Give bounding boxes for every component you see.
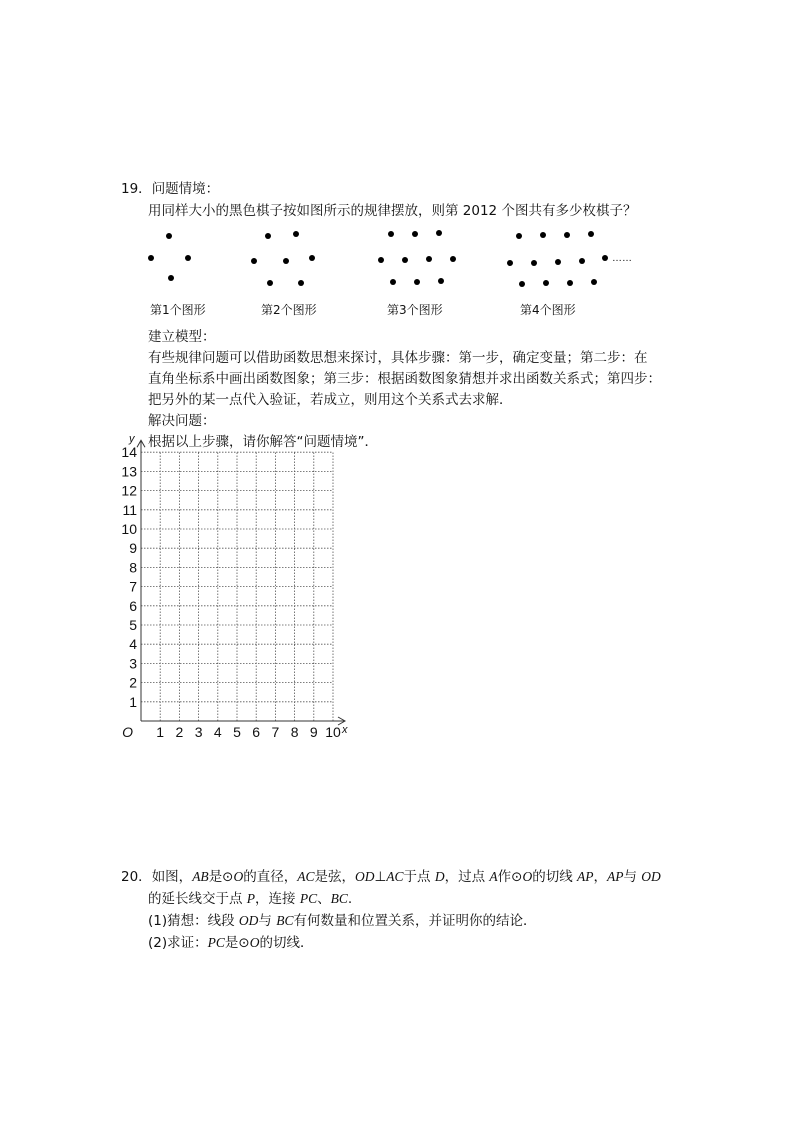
q19-heading: 问题情境： (151, 181, 220, 197)
figure-ellipsis: …… (612, 253, 632, 264)
fig2-dot (251, 258, 257, 264)
fig4-dot (516, 233, 522, 239)
x-tick-label: 8 (290, 724, 299, 740)
y-tick-label: 2 (129, 674, 137, 691)
fig1-dot (166, 233, 172, 239)
fig4-dot (588, 231, 594, 237)
fig2-dot (267, 280, 273, 286)
x-tick-label: 5 (233, 724, 241, 740)
dot-pattern-figures (140, 222, 660, 296)
q20-part-1: (1)猜想：线段 OD与 BC有何数量和位置关系，并证明你的结论． (148, 913, 537, 929)
fig3-dot (438, 278, 444, 284)
x-tick-label: 4 (213, 724, 222, 740)
fig3-dot (436, 230, 442, 236)
y-tick-label: 11 (122, 501, 137, 518)
y-tick-label: 4 (129, 636, 137, 653)
x-tick-label: 3 (194, 724, 203, 740)
fig4-dot (564, 232, 570, 238)
fig3-dot (412, 231, 418, 237)
x-tick-label: 10 (325, 724, 341, 740)
model-line-1: 有些规律问题可以借助函数思想来探讨，具体步骤：第一步，确定变量；第二步：在 (148, 350, 648, 366)
fig3-dot (402, 257, 408, 263)
fig4-dot (519, 281, 525, 287)
fig3-dot (378, 257, 384, 263)
fig4-dot (531, 260, 537, 266)
fig4-dot (579, 258, 585, 264)
q19-header (121, 179, 219, 199)
fig3-dot (390, 279, 396, 285)
y-tick-label: 8 (129, 559, 137, 576)
q20-number: 20． (121, 869, 152, 885)
fig2-dot (309, 255, 315, 261)
x-tick-label: 7 (271, 724, 280, 740)
figure-3-label: 第3个图形 (387, 303, 443, 317)
figure-4-label: 第4个图形 (520, 303, 576, 317)
y-tick-label: 5 (129, 617, 137, 633)
y-tick-label: 12 (121, 482, 137, 499)
x-tick-label: 9 (309, 724, 318, 740)
model-heading: 建立模型： (148, 329, 216, 345)
x-tick-label: 1 (156, 724, 165, 740)
fig4-dot (602, 255, 608, 261)
q20-line-1: 20．如图，AB是⊙O的直径，AC是弦，OD⊥AC于点 D，过点 A作⊙O的切线 AP，AP与 OD (121, 869, 661, 885)
q20-line-2: 的延长线交于点 P，连接 PC、BC. (148, 891, 353, 907)
fig3-dot (426, 256, 432, 262)
fig4-dot (555, 259, 561, 265)
fig4-dot (567, 280, 573, 286)
fig4-dot (591, 279, 597, 285)
origin-label: O (122, 724, 133, 740)
fig1-dot (148, 255, 154, 261)
figure-2-label: 第2个图形 (261, 303, 317, 317)
fig4-dot (540, 232, 546, 238)
y-tick-label: 6 (129, 597, 137, 614)
solve-heading: 解决问题： (148, 413, 216, 429)
fig3-dot (388, 231, 394, 237)
fig1-dot (168, 275, 174, 281)
fig4-dot (543, 280, 549, 286)
fig2-dot (298, 280, 304, 286)
fig1-dot (185, 255, 191, 261)
model-line-3: 把另外的某一点代入验证，若成立，则用这个关系式去求解． (148, 392, 513, 408)
fig3-dot (450, 256, 456, 262)
x-axis-label: x (342, 724, 348, 736)
y-tick-label: 7 (129, 578, 137, 595)
fig2-dot (265, 233, 271, 239)
q19-number: 19． (121, 181, 152, 197)
figure-1-label: 第1个图形 (150, 303, 206, 317)
solve-text: 根据以上步骤，请你解答“问题情境”． (148, 434, 378, 450)
grid-lines (141, 452, 333, 721)
q19-problem: 用同样大小的黑色棋子按如图所示的规律摆放，则第 2012 个图共有多少枚棋子？ (148, 203, 637, 219)
y-tick-label: 9 (129, 540, 137, 557)
fig2-dot (283, 258, 289, 264)
fig2-dot (293, 231, 299, 237)
y-tick-label: 13 (121, 463, 137, 480)
y-tick-label: 10 (121, 521, 137, 537)
y-tick-label: 3 (129, 655, 137, 672)
y-tick-label: 1 (129, 693, 137, 710)
y-axis-label: y (129, 433, 135, 446)
fig3-dot (414, 279, 420, 285)
model-line-2: 直角坐标系中画出函数图象；第三步：根据函数图象猜想并求出函数关系式；第四步： (148, 371, 661, 387)
x-tick-label: 2 (175, 724, 184, 740)
q20-part-2: (2)求证：PC是⊙O的切线． (148, 935, 314, 951)
y-tick-label: 14 (121, 444, 137, 461)
fig4-dot (507, 260, 513, 266)
x-tick-label: 6 (252, 724, 261, 740)
